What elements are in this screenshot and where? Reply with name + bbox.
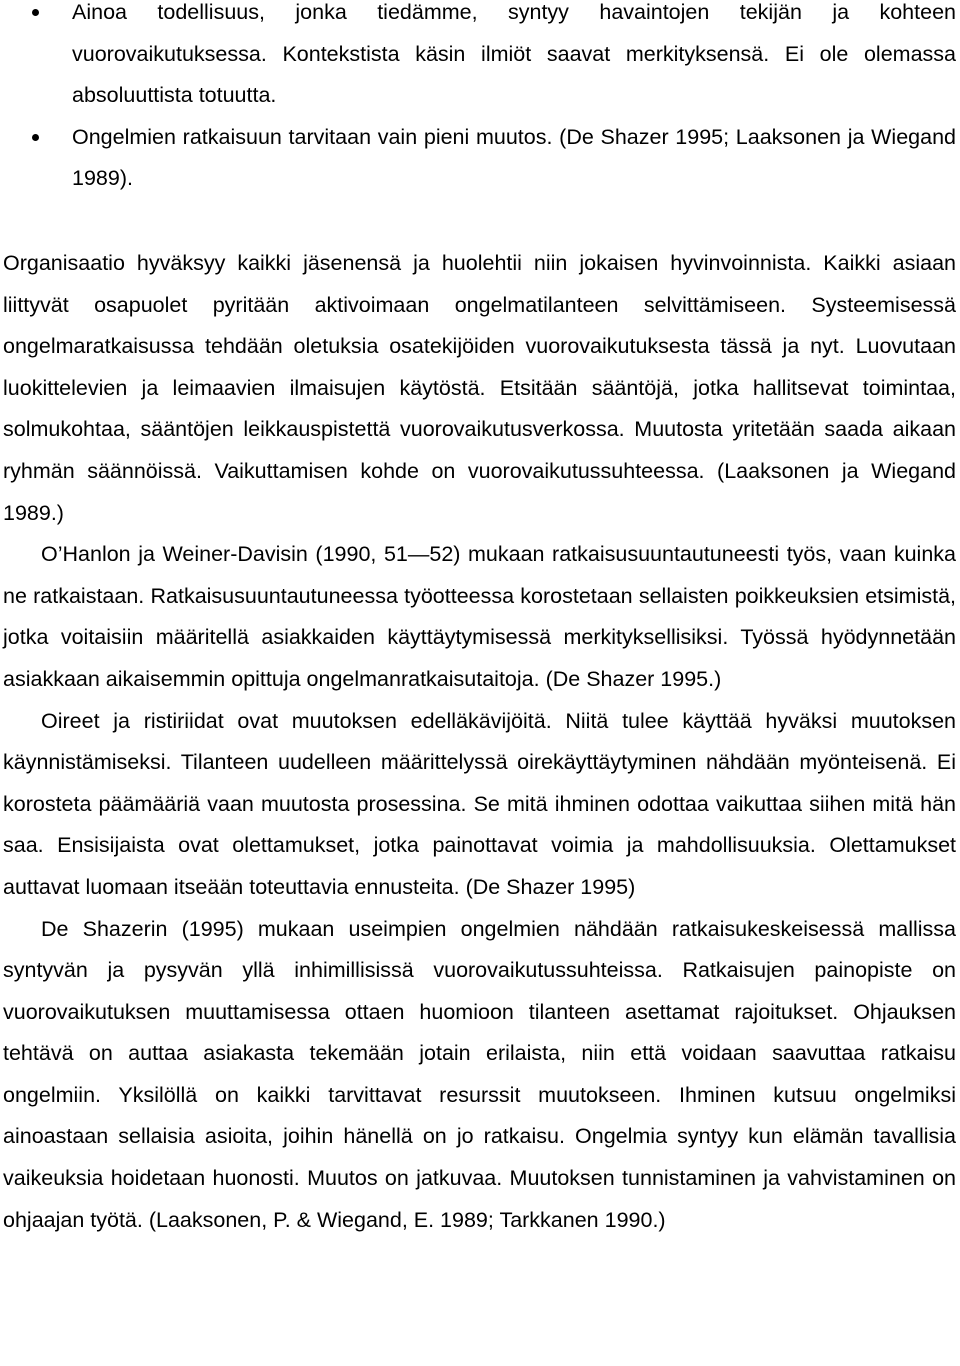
bullet-text: Ongelmien ratkaisuun tarvitaan vain pieni muutos. (De Shazer 1995; Laaksonen ja Wiegand 1989). [72, 124, 956, 190]
paragraph: Organisaatio hyväksyy kaikki jäsenensä ja huolehtii niin jokaisen hyvinvoinnista. Kaikki asiaan liittyvät osapuolet pyritään aktivoimaan ongelmatilanteen selvittämiseen. Systeemisessä ongelmaratkaisussa tehdään oletuksia osatekijöiden vuorovaikutuksesta tässä ja nyt. Luovutaan luokittelevien ja leimaavien ilmaisujen käytöstä. Etsitään sääntöjä, jotka hallitsevat toimintaa, solmukohtaa, sääntöjen leikkauspistettä vuorovaikutusverkossa. Muutosta yritetään saada aikaan ryhmän säännöissä. Vaikuttamisen kohde on vuorovaikutussuhteessa. (Laaksonen ja Wiegand 1989.) [3, 251, 956, 525]
bullet-item [0, 0, 960, 117]
bullet-item [0, 117, 960, 200]
paragraph: De Shazerin (1995) mukaan useimpien ongelmien nähdään ratkaisukeskeisessä mallissa syntyvän ja pysyvän yllä inhimillisissä vuorovaikutussuhteissa. Ratkaisujen painopiste on vuorovaikutuksen muuttamisessa ottaen huomioon tilanteen asettamat rajoitukset. Ohjauksen tehtävä on auttaa asiakasta tekemään jotain erilaista, niin että voidaan saavuttaa ratkaisu ongelmiin. Yksilöllä on kaikki tarvittavat resurssit muutokseen. Ihminen kutsuu ongelmiksi ainoastaan sellaisia asioita, joihin hänellä on jo ratkaisu. Ongelmia syntyy kun elämän tavallisia vaikeuksia hoidetaan huonosti. Muutos on jatkuvaa. Muutoksen tunnistaminen ja vahvistaminen on ohjaajan työtä. (Laaksonen, P. & Wiegand, E. 1989; Tarkkanen 1990.) [3, 916, 956, 1232]
body-text [3, 243, 956, 1241]
principles-bullet-list [0, 0, 960, 200]
bullet-text: Ainoa todellisuus, jonka tiedämme, syntyy havaintojen tekijän ja kohteen vuorovaikutuksessa. Kontekstista käsin ilmiöt saavat merkityksensä. Ei ole olemassa absoluuttista totuutta. [72, 0, 956, 107]
paragraph: O’Hanlon ja Weiner-Davisin (1990, 51—52) mukaan ratkaisusuuntautuneesti työs, vaan kuinka ne ratkaistaan. Ratkaisusuuntautuneessa työotteessa korostetaan sellaisten poikkeuksien etsimistä, jotka voitaisiin määritellä asiakkaiden käyttäytymisessä merkityksellisiksi. Työssä hyödynnetään asiakkaan aikaisemmin opittuja ongelmanratkaisutaitoja. (De Shazer 1995.) [3, 542, 956, 691]
bullet-dot-icon [32, 9, 39, 16]
bullet-dot-icon [32, 134, 39, 141]
paragraph: Oireet ja ristiriidat ovat muutoksen edelläkävijöitä. Niitä tulee käyttää hyväksi muutoksen käynnistämiseksi. Tilanteen uudelleen määrittelyssä oirekäyttäytyminen nähdään myönteisenä. Ei korosteta päämääriä vaan muutosta prosessina. Se mitä ihminen odottaa vaikuttaa siihen mitä hän saa. Ensisijaista ovat olettamukset, jotka painottavat voimia ja mahdollisuuksia. Olettamukset auttavat luomaan itseään toteuttavia ennusteita. (De Shazer 1995) [3, 708, 956, 899]
